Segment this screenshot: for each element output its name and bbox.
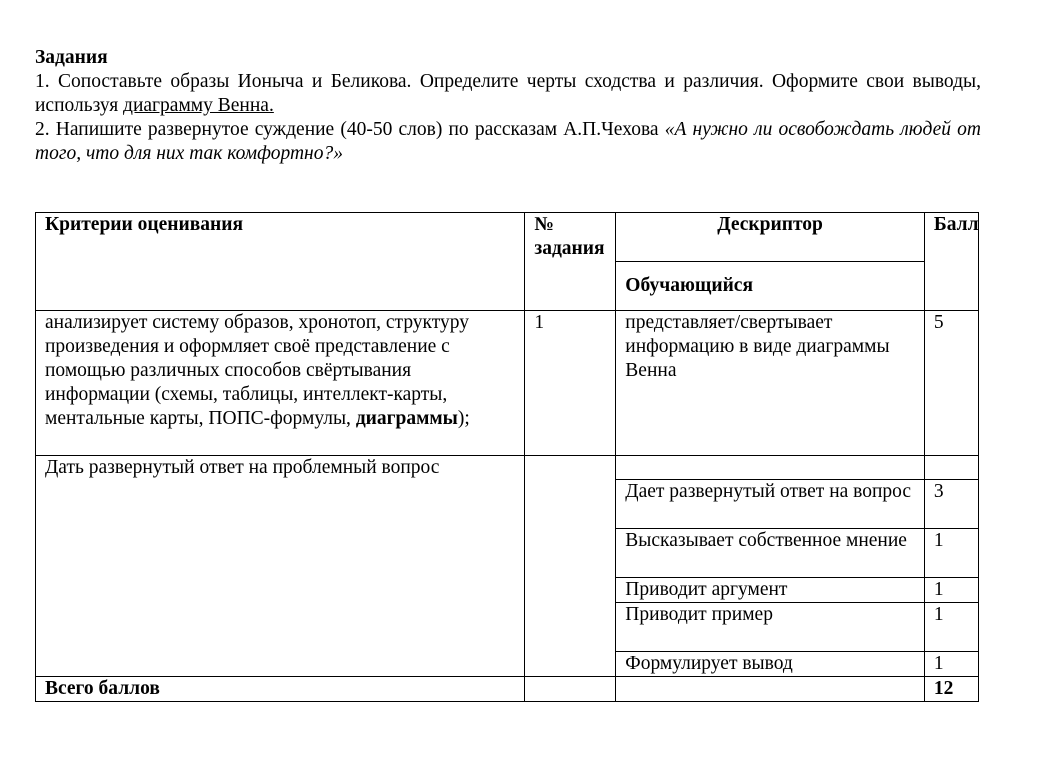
task-1-text: 1. Сопоставьте образы Ионыча и Беликова. Определите черты сходства и различия. Оформите свои выводы, используя (35, 71, 981, 116)
score-header: Балл (924, 213, 978, 311)
total-task-empty (525, 677, 616, 702)
task-2 (35, 118, 981, 166)
venn-diagram-link: диаграмму Венна. (123, 95, 274, 116)
assessment-table (35, 212, 979, 702)
header-row (36, 213, 979, 262)
descriptor-score: 1 (924, 652, 978, 677)
criteria-header: Критерии оценивания (36, 213, 525, 311)
descriptor-score: 1 (924, 603, 978, 652)
total-descriptor-empty (616, 677, 925, 702)
tasks-heading: Задания (35, 47, 108, 68)
descriptor-item: Высказывает собственное мнение (616, 529, 925, 578)
row1-criteria-text: анализирует систему образов, хронотоп, структуру произведения и оформляет своё представление с помощью различных способов свёртывания информации (схемы, таблицы, интеллект-карты, ментальные карты, ПОПС-формулы, (45, 312, 470, 429)
row1-task-number: 1 (525, 311, 616, 456)
tasks-section (35, 46, 981, 166)
row2-score-empty (924, 456, 978, 480)
descriptor-item: Дает развернутый ответ на вопрос (616, 480, 925, 529)
descriptor-item: Приводит аргумент (616, 578, 925, 603)
descriptor-header: Дескриптор (616, 213, 925, 262)
task-2-text: 2. Напишите развернутое суждение (40-50 слов) по рассказам А.П.Чехова (35, 119, 665, 140)
table-row (36, 456, 979, 480)
row1-score: 5 (924, 311, 978, 456)
row2-task-number (525, 456, 616, 677)
row1-criteria (36, 311, 525, 456)
row1-criteria-end: ); (457, 408, 470, 429)
table-row (36, 311, 979, 456)
task-1 (35, 70, 981, 118)
row1-descriptor: представляет/свертывает информацию в виде диаграммы Венна (616, 311, 925, 456)
task-2-quote: «А нужно ли освобождать людей от того, что для них так комфортно?» (35, 119, 982, 164)
total-score: 12 (924, 677, 978, 702)
descriptor-item: Формулирует вывод (616, 652, 925, 677)
row1-criteria-bold: диаграммы (355, 408, 458, 429)
descriptor-item: Приводит пример (616, 603, 925, 652)
row2-descriptor-empty (616, 456, 925, 480)
descriptor-score: 1 (924, 529, 978, 578)
total-row (36, 677, 979, 702)
descriptor-score: 1 (924, 578, 978, 603)
descriptor-score: 3 (924, 480, 978, 529)
row2-criteria: Дать развернутый ответ на проблемный вопрос (36, 456, 525, 677)
task-number-header: № задания (525, 213, 616, 311)
total-label: Всего баллов (36, 677, 525, 702)
student-subheader: Обучающийся (616, 262, 925, 311)
